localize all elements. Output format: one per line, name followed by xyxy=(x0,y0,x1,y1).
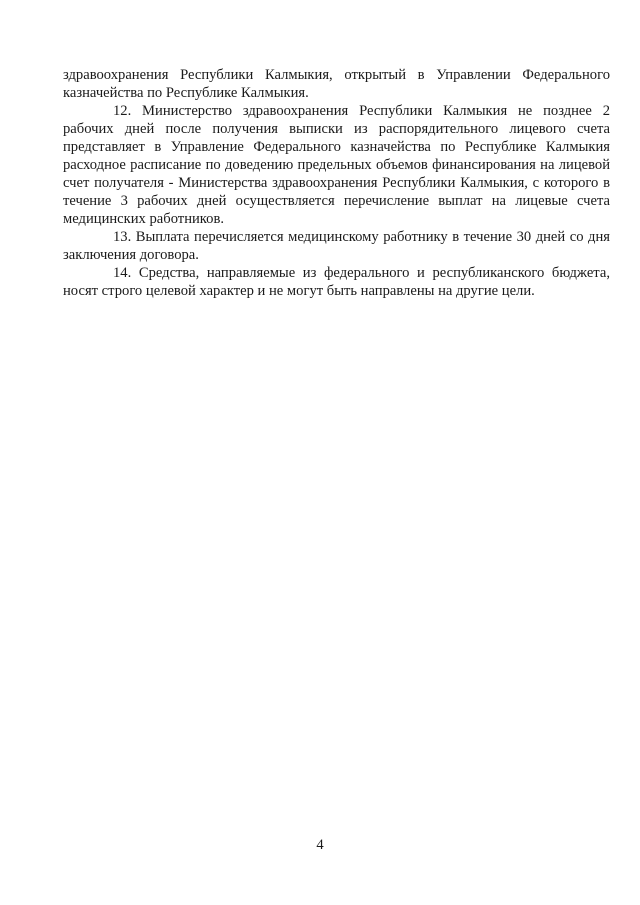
page-number: 4 xyxy=(316,837,324,853)
paragraph-item-14: 14. Средства, направляемые из федерального и республиканского бюджета, носят строго целевой характер и не могут быть направлены на другие цели. xyxy=(63,265,610,299)
paragraph-item-12: 12. Министерство здравоохранения Республики Калмыкия не позднее 2 рабочих дней после получения выписки из распорядительного лицевого счета представляет в Управление Федерального казначейства по Республике Калмыкия расходное расписание по доведению предельных объемов финансирования на лицевой счет получателя - Министерства здравоохранения Республики Калмыкия, с которого в течение 3 рабочих дней осуществляется перечисление выплат на лицевые счета медицинских работников. xyxy=(63,103,610,227)
paragraph-item-13: 13. Выплата перечисляется медицинскому работнику в течение 30 дней со дня заключения договора. xyxy=(63,229,610,263)
paragraph-continuation: здравоохранения Республики Калмыкия, открытый в Управлении Федерального казначейства по Республике Калмыкия. xyxy=(63,67,610,101)
document-body xyxy=(63,66,610,300)
